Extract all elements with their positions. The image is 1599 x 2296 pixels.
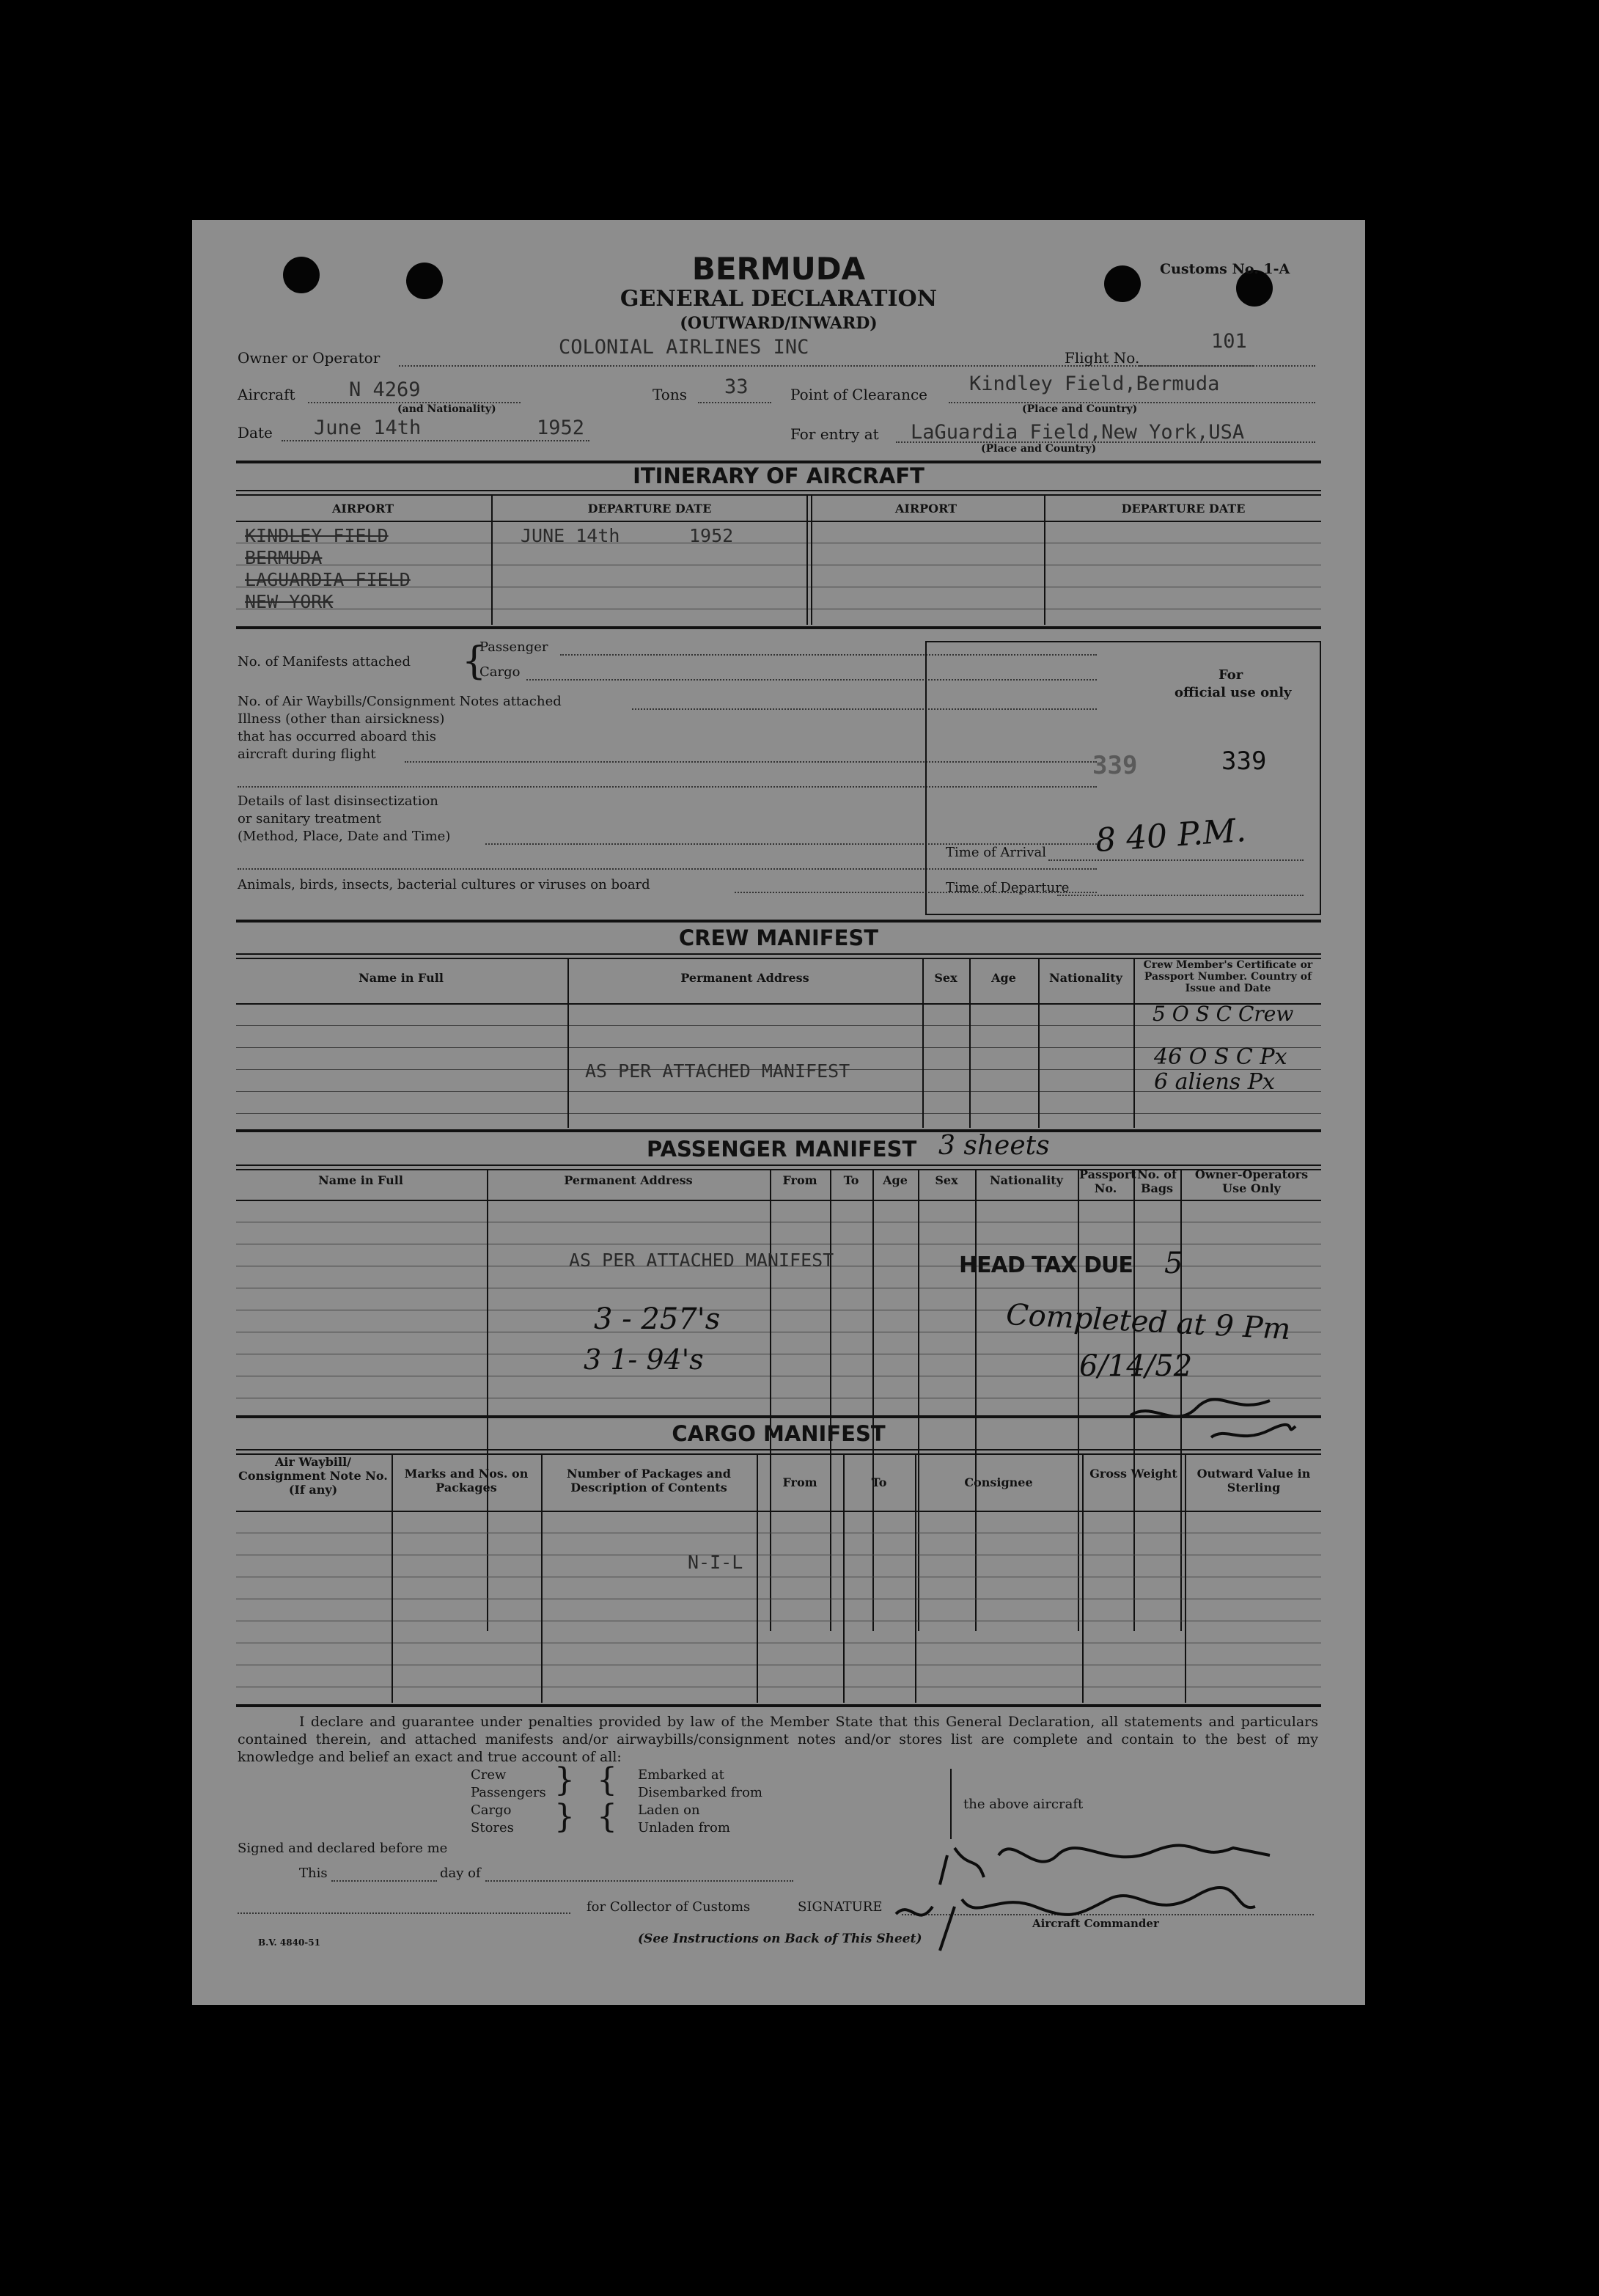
itinerary-header-airport-1: AIRPORT (331, 502, 394, 516)
cargo-header-packages: Number of Packages and Description of Contents (567, 1467, 731, 1494)
head-tax-value: 5 (1164, 1247, 1183, 1280)
aircraft-label: Aircraft (238, 386, 295, 403)
crew-header-sex: Sex (934, 971, 957, 985)
entry-label: For entry at (790, 425, 879, 443)
entry-value: LaGuardia Field,New York,USA (911, 421, 1245, 444)
crew-note: 5 O S C Crew (1153, 1002, 1294, 1026)
cargo-header-consignee: Consignee (964, 1475, 1033, 1489)
cargo-header-weight: Gross Weight (1089, 1467, 1177, 1481)
passenger-header-age: Age (883, 1173, 908, 1187)
flight-no-value: 101 (1211, 330, 1247, 353)
disinsect-label: or sanitary treatment (238, 811, 381, 826)
cargo-header-to: To (871, 1475, 887, 1489)
aircraft-value: N 4269 (349, 378, 421, 401)
place-country-note: (Place and Country) (1022, 403, 1138, 415)
cargo-nil: N-I-L (688, 1552, 743, 1573)
declaration-action: Embarked at (638, 1767, 724, 1783)
flight-no-label: Flight No. (1065, 349, 1140, 367)
date-label: Date (238, 424, 273, 441)
illness-label: Illness (other than airsickness) (238, 711, 445, 727)
declaration-form: BERMUDA GENERAL DECLARATION (OUTWARD/INWARD) Customs No. 1-A Owner or Operator COLONIAL AIRLINES INC Flight No. 101 Aircraft N 4269 (and Nationality) Tons 33 Point of Clearance Kindley Field,Bermuda (Place and Country) Date June 14th 1952 For entry at LaGuardia Field,New York,USA (Place and Country) ITINERARY OF AIRCRAFT AIRPORT DEPARTURE DATE AIRPORT DEPARTURE DATE KINDLEY FIELD BERMUDA LAGUARDIA FIELD NEW YORK JUNE 14th 1952 No. of Manifests attached { Passenger Cargo No. of Air Waybills/Consignment Notes attached Illness (other than airsickness) that has occurred aboard this aircraft during flight Details of last disinsectization or sanitary treatment (Method, Place, Date and Time) Animals, birds, insects, bacterial cultures or viruses on board For official use only 339 339 Time of Arrival 8 40 P.M. Time of Departure CREW MANIFEST Name in Full Permanent Address Sex Age Nationality Crew Member's Certificate or Passport Number. Country of Issue and Date AS PER ATTACHED MANIFEST 5 O S C Crew 46 O S C Px 6 aliens Px PASSENGER MANIFEST 3 sheets Name in Full Permanent Address From To Age Sex Nationality Passport No. No. of Bags Owner-Operators Use Only AS PER ATTACHED MANIFEST HEAD TAX DUE 5 3 - 257's 3 1- 94's Completed at 9 Pm 6/14/52 CARGO MANIFEST Air Waybill/ Consignment Note No. (If any) Marks and Nos. on Packages Number of Packages and Description of Contents From To Consignee Gross Weight Outward Value in Sterling N-I-L I declare and guarantee under penalties provided by law of the Member State that this General Declaration, all statements and particulars contained therein, and attached manifests and/or airwaybills/consignment notes and/or stores list are complete and contain to the best of my knowledge and belief an exact and true account of all: Crew Passengers Cargo Stores } } { { Embarked at Disembarked from Laden on Unladen from the above aircraft Signed and declared before me This day of for Collector of Customs SIGNATURE Aircraft Commander (See Instructions on Back of This Sheet) B.V. 4840-51 (192, 220, 1365, 2005)
declaration-action: Laden on (638, 1802, 700, 1818)
cargo-header-from: From (782, 1475, 817, 1489)
manifests-label: No. of Manifests attached (238, 654, 411, 670)
itinerary-header-airport-2: AIRPORT (894, 502, 957, 516)
itinerary-header-date-1: DEPARTURE DATE (587, 502, 712, 516)
form-code: B.V. 4840-51 (258, 1937, 320, 1948)
declaration-action: Disembarked from (638, 1785, 762, 1800)
declaration-action: Unladen from (638, 1820, 730, 1835)
waybills-label: No. of Air Waybills/Consignment Notes attached (238, 694, 562, 709)
day-of-label: day of (440, 1866, 481, 1881)
clearance-value: Kindley Field,Bermuda (969, 373, 1220, 395)
crew-header-age: Age (991, 971, 1016, 985)
passenger-header-sex: Sex (935, 1173, 958, 1187)
illness-label: aircraft during flight (238, 747, 376, 762)
declaration-item: Crew (471, 1767, 507, 1783)
illness-label: that has occurred aboard this (238, 729, 436, 744)
declaration-text: I declare and guarantee under penalties provided by law of the Member State that this General Declaration, all statements and particulars contained therein, and attached manifests and/or airwaybills/consignment notes and/or stores list are complete and contain to the best of my knowledge and belief an exact and true account of all: (238, 1714, 1318, 1765)
passenger-sheets-note: 3 sheets (938, 1131, 1050, 1161)
passenger-handwritten: 3 1- 94's (584, 1343, 704, 1376)
date-value: June 14th (314, 417, 422, 439)
passenger-header-bags: No. of Bags (1137, 1167, 1177, 1195)
passenger-header-owner-use: Owner-Operators Use Only (1194, 1167, 1309, 1195)
passenger-header-address: Permanent Address (564, 1173, 693, 1187)
this-label: This (299, 1866, 328, 1881)
itinerary-airport: BERMUDA (245, 547, 323, 568)
crew-header-certificate: Crew Member's Certificate or Passport Number. Country of Issue and Date (1143, 959, 1313, 994)
crew-attached-note: AS PER ATTACHED MANIFEST (585, 1060, 850, 1082)
official-use-label: official use only (1175, 685, 1292, 700)
cargo-header-value: Outward Value in Sterling (1197, 1467, 1311, 1494)
passenger-header-passport: Passport No. (1079, 1167, 1136, 1195)
passenger-attached-note: AS PER ATTACHED MANIFEST (569, 1250, 834, 1271)
signature-label: SIGNATURE (798, 1899, 883, 1915)
itinerary-departure-date: JUNE 14th (521, 525, 620, 546)
arrival-label: Time of Arrival (946, 845, 1047, 860)
declaration-item: Stores (471, 1820, 514, 1835)
signed-label: Signed and declared before me (238, 1841, 448, 1856)
passenger-header-to: To (843, 1173, 859, 1187)
brace: { (462, 639, 487, 683)
passenger-header-nationality: Nationality (990, 1173, 1063, 1187)
clearance-label: Point of Clearance (790, 386, 928, 403)
itinerary-airport: LAGUARDIA FIELD (245, 569, 411, 590)
declaration-item: Cargo (471, 1802, 512, 1818)
passenger-handwritten: Completed at 9 Pm (1005, 1297, 1292, 1347)
aircraft-phrase: the above aircraft (963, 1797, 1084, 1812)
collector-label: for Collector of Customs (587, 1899, 751, 1915)
form-direction: (OUTWARD/INWARD) (680, 314, 878, 333)
head-tax-stamp: HEAD TAX DUE (959, 1252, 1133, 1278)
commander-label: Aircraft Commander (1032, 1917, 1159, 1930)
faded-stamp-number: 339 (1092, 751, 1138, 780)
owner-value: COLONIAL AIRLINES INC (559, 336, 809, 359)
year-value: 1952 (537, 417, 585, 439)
passenger-title: PASSENGER MANIFEST (647, 1137, 917, 1162)
passenger-header-from: From (782, 1173, 817, 1187)
form-number: Customs No. 1-A (1160, 261, 1290, 277)
passenger-handwritten: 6/14/52 (1079, 1349, 1193, 1383)
passenger-handwritten: 3 - 257's (594, 1302, 721, 1336)
instructions-note: (See Instructions on Back of This Sheet) (638, 1932, 922, 1946)
crew-note: 6 aliens Px (1154, 1069, 1275, 1095)
nationality-note: (and Nationality) (397, 403, 496, 415)
crew-header-address: Permanent Address (680, 971, 809, 985)
itinerary-header-date-2: DEPARTURE DATE (1121, 502, 1246, 516)
cargo-header-waybill: Air Waybill/ Consignment Note No. (If any) (238, 1455, 388, 1497)
tons-value: 33 (724, 375, 749, 398)
stamp-number: 339 (1221, 747, 1267, 776)
crew-header-nationality: Nationality (1049, 971, 1122, 985)
itinerary-airport: KINDLEY FIELD (245, 525, 389, 546)
passenger-label: Passenger (479, 639, 548, 655)
declaration-item: Passengers (471, 1785, 546, 1800)
disinsect-label: Details of last disinsectization (238, 793, 438, 809)
official-use-label: For (1218, 667, 1243, 683)
cargo-header-marks: Marks and Nos. on Packages (404, 1467, 529, 1494)
cargo-label: Cargo (479, 664, 521, 680)
tons-label: Tons (653, 386, 687, 403)
owner-label: Owner or Operator (238, 349, 381, 367)
itinerary-departure-year: 1952 (689, 525, 734, 546)
form-subtitle: GENERAL DECLARATION (620, 286, 938, 312)
animals-label: Animals, birds, insects, bacterial cultures or viruses on board (238, 877, 650, 892)
disinsect-label: (Method, Place, Date and Time) (238, 829, 451, 844)
itinerary-airport: NEW YORK (245, 591, 334, 612)
departure-label: Time of Departure (946, 880, 1070, 895)
itinerary-title: ITINERARY OF AIRCRAFT (633, 463, 925, 488)
crew-title: CREW MANIFEST (678, 925, 879, 950)
cargo-title: CARGO MANIFEST (672, 1421, 886, 1446)
crew-note: 46 O S C Px (1154, 1044, 1287, 1070)
crew-header-name: Name in Full (359, 971, 444, 985)
arrival-value: 8 40 P.M. (1094, 811, 1248, 860)
passenger-header-name: Name in Full (318, 1173, 403, 1187)
place-country-note-2: (Place and Country) (981, 443, 1097, 455)
form-title: BERMUDA (691, 251, 866, 287)
commander-signature (889, 1826, 1299, 1958)
